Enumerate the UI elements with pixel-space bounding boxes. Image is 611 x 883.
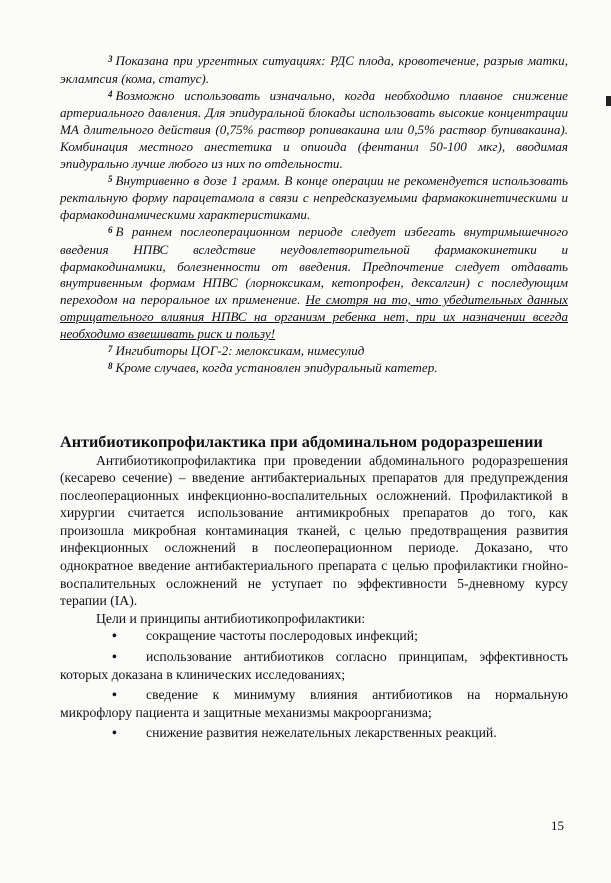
section-heading: Антибиотикопрофилактика при абдоминальном родоразрешении xyxy=(60,433,543,451)
footnote-number: 6 xyxy=(108,224,113,235)
bullet-icon: • xyxy=(112,649,117,665)
scan-edge-mark xyxy=(606,96,611,106)
footnote-7 xyxy=(60,343,568,361)
bullet-icon: • xyxy=(112,628,117,644)
footnote-text: Кроме случаев, когда установлен эпидуральный катетер. xyxy=(115,360,438,376)
footnote-4 xyxy=(60,88,568,173)
antibiotic-prophylaxis-section xyxy=(60,433,568,745)
list-item xyxy=(60,648,568,683)
list-item-text: сведение к минимуму влияния антибиотиков на нормальную микрофлору пациента и защитные механизмы макроорганизма; xyxy=(60,687,568,720)
footnote-number: 7 xyxy=(108,343,113,354)
list-item-text: использование антибиотиков согласно принципам, эффективность которых доказана в клинических исследованиях; xyxy=(60,649,568,682)
footnote-text: Возможно использовать изначально, когда необходимо плавное снижение артериального давления. Для эпидуральной блокады использовать высокие концентрации МА длительного действия (0,75% раствор ропивакаина или 0,5% раствор бупивакаина). Комбинация местного анестетика и опиоида (фентанил 50-100 мкг), вводимая эпидурально лучше любого из них по отдельности. xyxy=(60,87,568,171)
footnote-5 xyxy=(60,173,568,224)
list-item-text: снижение развития нежелательных лекарственных реакций. xyxy=(146,725,497,741)
footnote-number: 8 xyxy=(108,361,113,372)
paragraph-definition: Антибиотикопрофилактика при проведении абдоминального родоразрешения (кесарево сечение) – введение антибактериальных препаратов для предупреждения послеоперационных инфекционно-воспалительных осложнений. Профилактикой в хирургии считается использование антимикробных препаратов до того, как произошла микробная контаминация тканей, с целью предотвращения развития инфекционных осложнений в послеоперационном периоде. Доказано, что однократное введение антибактериального препарата с целью профилактики гнойно-воспалительных осложнений не уступает по эффективности 5-дневному курсу терапии (IA). xyxy=(60,452,568,609)
footnote-number: 3 xyxy=(108,54,113,64)
footnote-underlined-warning: Не смотря на то, что убедительных данных отрицательного влияния НПВС на организм ребенка нет, при их назначении всегда необходимо взвешивать риск и пользу! xyxy=(60,292,568,341)
footnote-3 xyxy=(60,53,568,88)
footnote-text: Ингибиторы ЦОГ-2: мелоксикам, нимесулид xyxy=(115,342,365,358)
section-body xyxy=(60,452,568,628)
footnote-text: Показана при ургентных ситуациях: РДС плода, кровотечение, разрыв матки, эклампсия (кома, статус). xyxy=(60,53,568,86)
footnotes-block xyxy=(60,53,568,378)
list-item xyxy=(60,627,568,645)
page-number: 15 xyxy=(551,818,564,833)
list-item xyxy=(60,724,568,742)
bullet-icon: • xyxy=(112,725,117,741)
footnote-8 xyxy=(60,360,568,378)
list-item-text: сокращение частоты послеродовых инфекций; xyxy=(146,628,418,644)
paragraph-goals-intro: Цели и принципы антибиотикопрофилактики: xyxy=(96,610,366,626)
footnote-text: В раннем послеоперационном периоде следует избегать внутримышечного введения НПВС вследствие неудовлетворительной фармакокинетики и фармакодинамики, болезненности от введения. Предпочтение следует отдавать внутривенным формам НПВС (лорноксикам, кетопрофен, дексалгин) с последующим переходом на пероральное их применение. xyxy=(60,223,568,308)
goals-list xyxy=(60,627,568,742)
footnote-number: 4 xyxy=(108,88,113,99)
footnote-text: Внутривенно в дозе 1 грамм. В конце операции не рекомендуется использовать ректальную форму парацетамола в связи с непредсказуемыми фармакокинетическими и фармакодинамическими характеристиками. xyxy=(60,172,568,223)
footnote-6 xyxy=(60,224,568,343)
bullet-icon: • xyxy=(112,687,117,703)
footnote-number: 5 xyxy=(108,173,113,184)
list-item xyxy=(60,686,568,721)
